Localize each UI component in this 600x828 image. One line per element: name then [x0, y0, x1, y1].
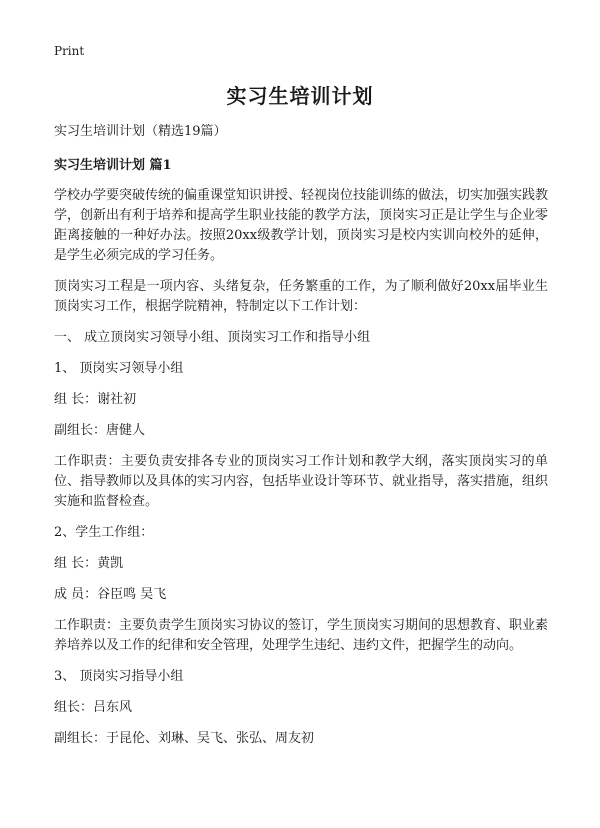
deputy-leader-line: 副组长：唐健人: [54, 423, 146, 438]
student-group-leader-line: 组 长：黄凯: [54, 556, 124, 571]
subitem-leadership-group: 1、 顶岗实习领导小组: [54, 361, 184, 376]
document-body: [54, 122, 548, 760]
guidance-leader-line: 组长：吕东风: [54, 700, 133, 715]
section-heading: 实习生培训计划 篇1: [54, 158, 172, 173]
leader-line: 组 长：谢社初: [54, 392, 137, 407]
document-subtitle: 实习生培训计划（精选19篇）: [54, 124, 227, 139]
plan-paragraph: 顶岗实习工程是一项内容、头绪复杂，任务繁重的工作，为了顺利做好20xx届毕业生顶岗实习工作，根据学院精神，特制定以下工作计划：: [54, 279, 548, 314]
student-group-members-line: 成 员：谷臣鸣 吴飞: [54, 587, 167, 602]
subitem-guidance-group: 3、 顶岗实习指导小组: [54, 669, 184, 684]
duty-paragraph-1: 工作职责：主要负责安排各专业的顶岗实习工作计划和教学大纲，落实顶岗实习的单位、指导教师以及具体的实习内容，包括毕业设计等环节、就业指导，落实措施，组织实施和监督检查。: [54, 454, 549, 509]
item-heading-1: 一、 成立顶岗实习领导小组、顶岗实习工作和指导小组: [54, 330, 371, 345]
guidance-deputy-line: 副组长：于昆伦、刘琳、吴飞、张弘、周友初: [54, 731, 315, 746]
intro-paragraph: 学校办学要突破传统的偏重课堂知识讲授、轻视岗位技能训练的做法，切实加强实践教学，创新出有利于培养和提高学生职业技能的教学方法，顶岗实习正是让学生与企业零距离接触的一种好办法。按照20xx级教学计划，顶岗实习是校内实训向校外的延伸，是学生必须完成的学习任务。: [54, 188, 549, 263]
print-label: Print: [54, 44, 85, 58]
subitem-student-group: 2、学生工作组：: [54, 525, 154, 540]
document-title: 实习生培训计划: [226, 84, 374, 108]
duty-paragraph-2: 工作职责：主要负责学生顶岗实习协议的签订，学生顶岗实习期间的思想教育、职业素养培养以及工作的纪律和安全管理，处理学生违纪、违约文件，把握学生的动向。: [54, 618, 549, 653]
